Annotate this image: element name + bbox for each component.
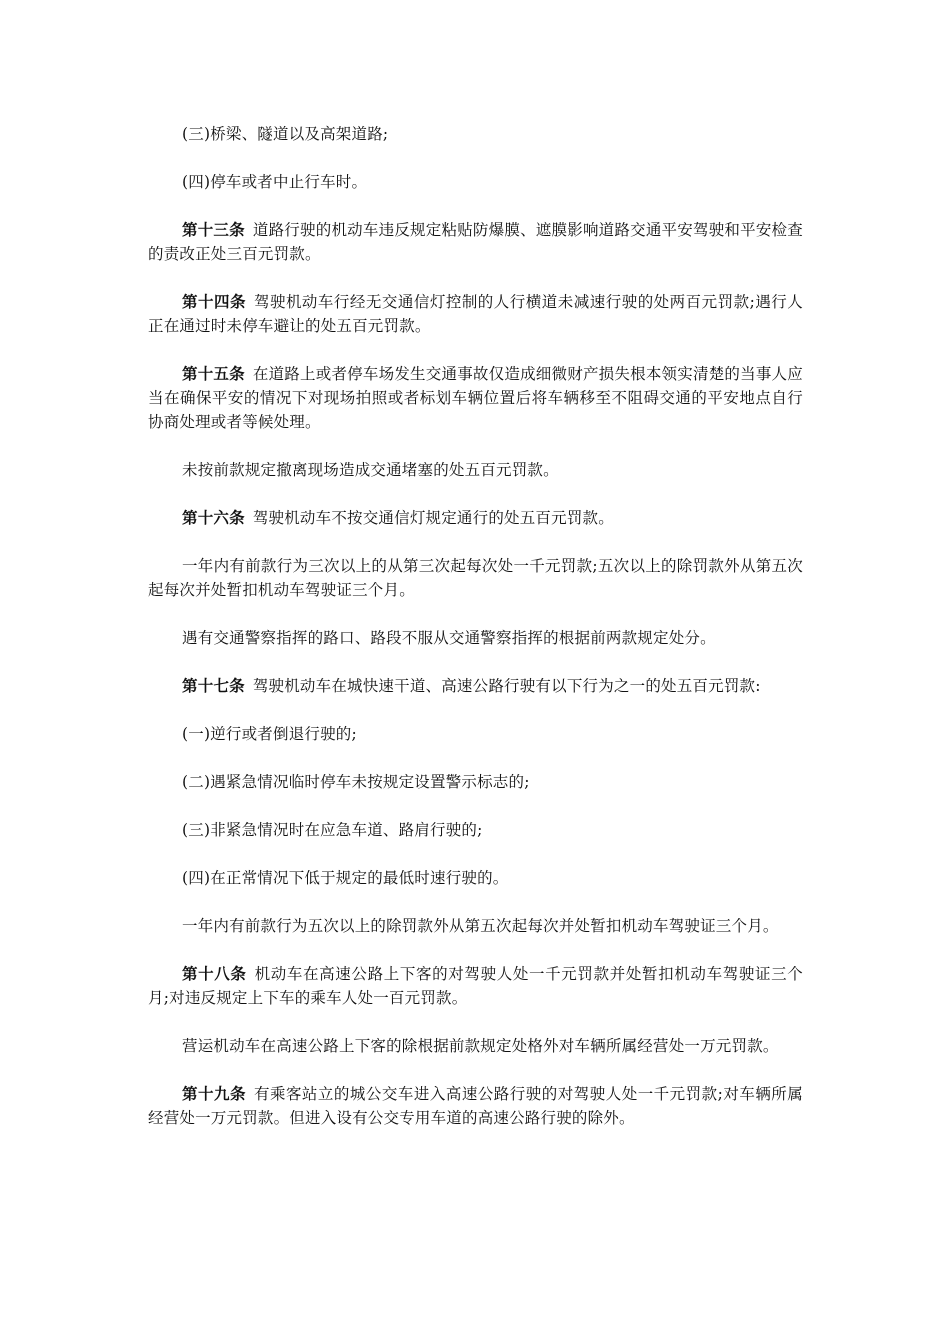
article-number: 第十七条 xyxy=(182,676,245,695)
paragraph-text: 驾驶机动车在城快速干道、高速公路行驶有以下行为之一的处五百元罚款: xyxy=(252,677,761,695)
article-number: 第十三条 xyxy=(182,220,245,239)
article-number: 第十四条 xyxy=(182,292,246,311)
paragraph-text: 道路行驶的机动车违反规定粘贴防爆膜、遮膜影响道路交通平安驾驶和平安检查的责改正处三百元罚款。 xyxy=(148,221,803,263)
paragraph-text: (二)遇紧急情况临时停车未按规定设置警示标志的; xyxy=(182,773,530,791)
article-paragraph xyxy=(148,962,803,1010)
paragraph xyxy=(148,122,803,146)
article-number: 第十五条 xyxy=(182,364,245,383)
document-body xyxy=(148,122,803,1130)
paragraph-text: (三)桥梁、隧道以及高架道路; xyxy=(182,125,389,143)
article-paragraph xyxy=(148,1082,803,1130)
paragraph-text: 遇有交通警察指挥的路口、路段不服从交通警察指挥的根据前两款规定处分。 xyxy=(182,629,716,647)
article-paragraph xyxy=(148,218,803,266)
paragraph xyxy=(148,914,803,938)
article-number: 第十八条 xyxy=(182,964,247,983)
paragraph-text: 营运机动车在高速公路上下客的除根据前款规定处格外对车辆所属经营处一万元罚款。 xyxy=(182,1037,779,1055)
paragraph-text: 一年内有前款行为五次以上的除罚款外从第五次起每次并处暂扣机动车驾驶证三个月。 xyxy=(182,917,779,935)
article-number: 第十六条 xyxy=(182,508,245,527)
paragraph-text: (四)在正常情况下低于规定的最低时速行驶的。 xyxy=(182,869,509,887)
paragraph-text: 驾驶机动车行经无交通信灯控制的人行横道未减速行驶的处两百元罚款;遇行人正在通过时未停车避让的处五百元罚款。 xyxy=(148,293,803,335)
paragraph-text: 一年内有前款行为三次以上的从第三次起每次处一千元罚款;五次以上的除罚款外从第五次起每次并处暂扣机动车驾驶证三个月。 xyxy=(148,557,803,599)
paragraph-text: 有乘客站立的城公交车进入高速公路行驶的对驾驶人处一千元罚款;对车辆所属经营处一万元罚款。但进入设有公交专用车道的高速公路行驶的除外。 xyxy=(148,1085,803,1127)
article-number: 第十九条 xyxy=(182,1084,246,1103)
paragraph xyxy=(148,626,803,650)
paragraph-text: 在道路上或者停车场发生交通事故仅造成细微财产损失根本领实清楚的当事人应当在确保平安的情况下对现场拍照或者标划车辆位置后将车辆移至不阻碍交通的平安地点自行协商处理或者等候处理。 xyxy=(148,365,803,431)
paragraph-text: 驾驶机动车不按交通信灯规定通行的处五百元罚款。 xyxy=(252,509,614,527)
paragraph xyxy=(148,1034,803,1058)
paragraph xyxy=(148,866,803,890)
paragraph xyxy=(148,770,803,794)
paragraph-text: (四)停车或者中止行车时。 xyxy=(182,173,368,191)
paragraph xyxy=(148,554,803,602)
paragraph xyxy=(148,722,803,746)
paragraph xyxy=(148,818,803,842)
paragraph-text: 未按前款规定撤离现场造成交通堵塞的处五百元罚款。 xyxy=(182,461,559,479)
article-paragraph xyxy=(148,674,803,698)
article-paragraph xyxy=(148,506,803,530)
article-paragraph xyxy=(148,362,803,434)
paragraph xyxy=(148,170,803,194)
paragraph-text: 机动车在高速公路上下客的对驾驶人处一千元罚款并处暂扣机动车驾驶证三个月;对违反规定上下车的乘车人处一百元罚款。 xyxy=(148,965,803,1007)
paragraph xyxy=(148,458,803,482)
article-paragraph xyxy=(148,290,803,338)
paragraph-text: (三)非紧急情况时在应急车道、路肩行驶的; xyxy=(182,821,483,839)
paragraph-text: (一)逆行或者倒退行驶的; xyxy=(182,725,357,743)
